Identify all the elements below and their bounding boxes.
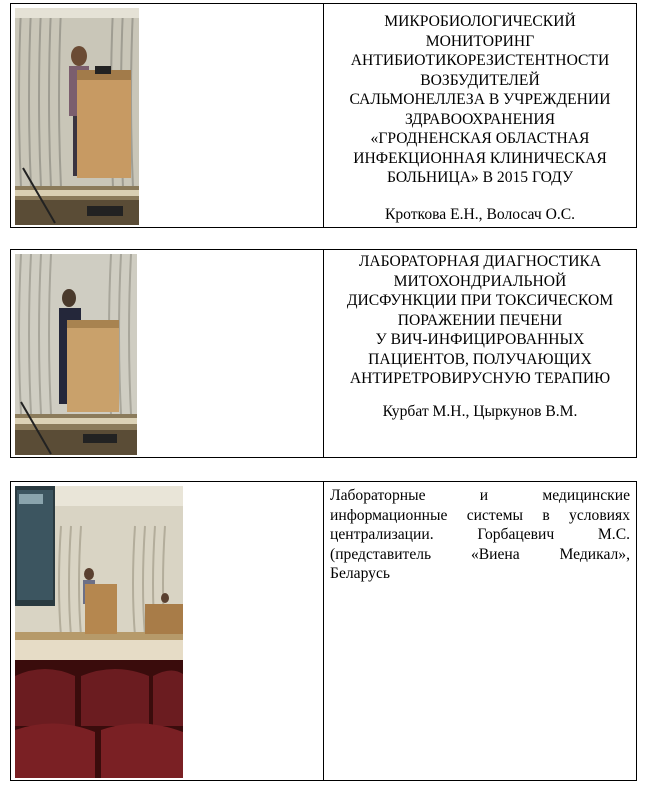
title-line: У ВИЧ-ИНФИЦИРОВАННЫХ [375, 331, 585, 348]
presentation-entry-3 [10, 481, 637, 781]
description-line: (представитель «Виена Медикал», [330, 545, 630, 563]
description-cell [324, 482, 636, 780]
title-line: САЛЬМОНЕЛЛЕЗА В УЧРЕЖДЕНИИ [349, 91, 611, 108]
description-line: Беларусь [330, 565, 390, 582]
title-line: АНТИБИОТИКОРЕЗИСТЕНТНОСТИ [350, 52, 610, 69]
title-line: «ГРОДНЕНСКАЯ ОБЛАСТНАЯ [370, 130, 590, 147]
title-line: МОНИТОРИНГ [425, 32, 535, 50]
photo-cell [11, 250, 324, 457]
title-line: ДИСФУНКЦИИ ПРИ ТОКСИЧЕСКОМ [346, 292, 614, 309]
title-line: ПОРАЖЕНИИ ПЕЧЕНИ [397, 311, 563, 329]
title-line: БОЛЬНИЦА» В 2015 ГОДУ [387, 169, 573, 186]
photo-cell [11, 482, 324, 780]
title-line: ЛАБОРАТОРНАЯ ДИАГНОСТИКА [358, 253, 602, 270]
presentation-entry-2 [10, 249, 637, 458]
speaker-photo [15, 8, 139, 225]
presentation-entry-1 [10, 3, 637, 228]
presentation-title [324, 12, 636, 188]
description-cell [324, 250, 636, 457]
authors: Курбат М.Н., Цыркунов В.М. [382, 403, 578, 420]
title-line: ИНФЕКЦИОННАЯ КЛИНИЧЕСКАЯ [353, 149, 607, 167]
title-line: АНТИРЕТРОВИРУСНУЮ ТЕРАПИЮ [349, 370, 611, 387]
presentation-title [324, 252, 636, 389]
photo-cell [11, 4, 324, 227]
title-line: ЗДРАВООХРАНЕНИЯ [404, 110, 556, 128]
speaker-photo [15, 254, 137, 455]
authors: Кроткова Е.Н., Волосач О.С. [384, 206, 576, 223]
description-line: информационные системы в условиях [330, 506, 630, 524]
title-line: МИТОХОНДРИАЛЬНОЙ [393, 272, 567, 290]
title-line: ВОЗБУДИТЕЛЕЙ [420, 71, 540, 89]
presentation-description [330, 486, 630, 584]
title-line: ПАЦИЕНТОВ, ПОЛУЧАЮЩИХ [368, 350, 592, 368]
auditorium-photo [15, 486, 183, 778]
title-line: МИКРОБИОЛОГИЧЕСКИЙ [384, 13, 576, 30]
description-line: Лабораторные и медицинские [330, 487, 630, 504]
description-cell [324, 4, 636, 227]
description-line: централизации. Горбацевич М.С. [330, 526, 630, 543]
